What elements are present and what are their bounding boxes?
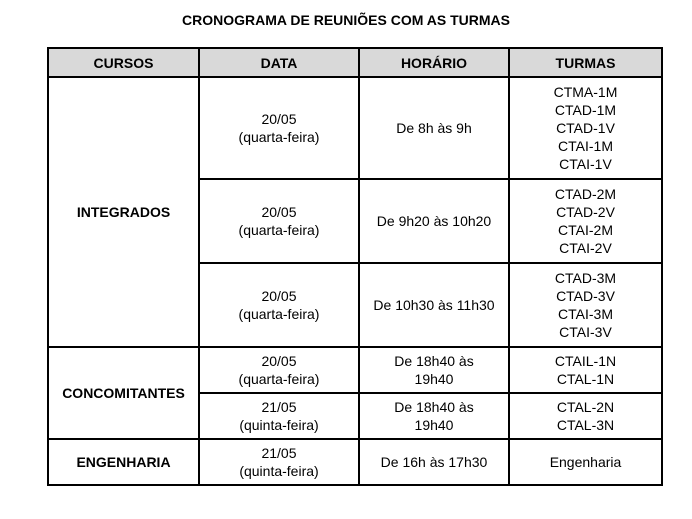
turma-item: CTMA-1M bbox=[553, 84, 618, 100]
turmas-cell bbox=[509, 347, 662, 393]
turma-item: CTAIL-1N bbox=[554, 353, 617, 369]
header-data: DATA bbox=[199, 48, 359, 77]
time-line: 19h40 bbox=[414, 371, 454, 387]
date-cell bbox=[199, 77, 359, 179]
turma-item: CTAI-2M bbox=[558, 222, 613, 238]
table-row bbox=[48, 439, 662, 485]
time-line: De 18h40 às bbox=[394, 353, 474, 369]
course-integrados: INTEGRADOS bbox=[48, 77, 199, 347]
weekday-value: (quarta-feira) bbox=[238, 371, 320, 387]
header-horario: HORÁRIO bbox=[359, 48, 509, 77]
date-cell bbox=[199, 179, 359, 263]
turma-item: CTAD-3V bbox=[556, 288, 615, 304]
turmas-cell bbox=[509, 439, 662, 485]
header-row bbox=[48, 48, 662, 77]
date-value: 21/05 bbox=[261, 399, 297, 415]
turma-item: CTAI-3V bbox=[559, 324, 612, 340]
turma-item: CTAD-1M bbox=[554, 102, 617, 118]
weekday-value: (quinta-feira) bbox=[239, 463, 319, 479]
turmas-cell bbox=[509, 179, 662, 263]
turma-item: CTAI-2V bbox=[559, 240, 612, 256]
turma-item: CTAL-2N bbox=[556, 399, 615, 415]
time-cell bbox=[359, 393, 509, 439]
time-line: De 18h40 às bbox=[394, 399, 474, 415]
time-cell: De 8h às 9h bbox=[359, 77, 509, 179]
table-row bbox=[48, 77, 662, 179]
date-value: 20/05 bbox=[261, 353, 297, 369]
weekday-value: (quarta-feira) bbox=[238, 129, 320, 145]
weekday-value: (quarta-feira) bbox=[238, 306, 320, 322]
time-line: 19h40 bbox=[414, 417, 454, 433]
date-value: 20/05 bbox=[261, 111, 297, 127]
header-cursos: CURSOS bbox=[48, 48, 199, 77]
turma-item: CTAD-1V bbox=[556, 120, 615, 136]
turma-item: CTAD-2M bbox=[554, 186, 617, 202]
date-cell bbox=[199, 347, 359, 393]
turmas-cell bbox=[509, 77, 662, 179]
turma-item: CTAI-1V bbox=[559, 156, 612, 172]
date-value: 20/05 bbox=[261, 204, 297, 220]
date-cell bbox=[199, 393, 359, 439]
weekday-value: (quarta-feira) bbox=[238, 222, 320, 238]
time-cell: De 9h20 às 10h20 bbox=[359, 179, 509, 263]
course-engenharia: ENGENHARIA bbox=[48, 439, 199, 485]
turma-item: CTAI-3M bbox=[558, 306, 613, 322]
turma-item: CTAI-1M bbox=[558, 138, 613, 154]
time-cell: De 10h30 às 11h30 bbox=[359, 263, 509, 347]
turmas-cell bbox=[509, 263, 662, 347]
header-turmas: TURMAS bbox=[509, 48, 662, 77]
date-value: 21/05 bbox=[261, 445, 297, 461]
turma-item: Engenharia bbox=[549, 454, 622, 470]
weekday-value: (quinta-feira) bbox=[239, 417, 319, 433]
table-row bbox=[48, 347, 662, 393]
date-value: 20/05 bbox=[261, 288, 297, 304]
schedule-table bbox=[47, 47, 663, 486]
turmas-cell bbox=[509, 393, 662, 439]
turma-item: CTAL-3N bbox=[556, 417, 615, 433]
time-cell bbox=[359, 347, 509, 393]
date-cell bbox=[199, 263, 359, 347]
turma-item: CTAD-2V bbox=[556, 204, 615, 220]
document-title: CRONOGRAMA DE REUNIÕES COM AS TURMAS bbox=[182, 12, 510, 28]
time-cell: De 16h às 17h30 bbox=[359, 439, 509, 485]
course-concomitantes: CONCOMITANTES bbox=[48, 347, 199, 439]
date-cell bbox=[199, 439, 359, 485]
turma-item: CTAL-1N bbox=[556, 371, 615, 387]
turma-item: CTAD-3M bbox=[554, 270, 617, 286]
